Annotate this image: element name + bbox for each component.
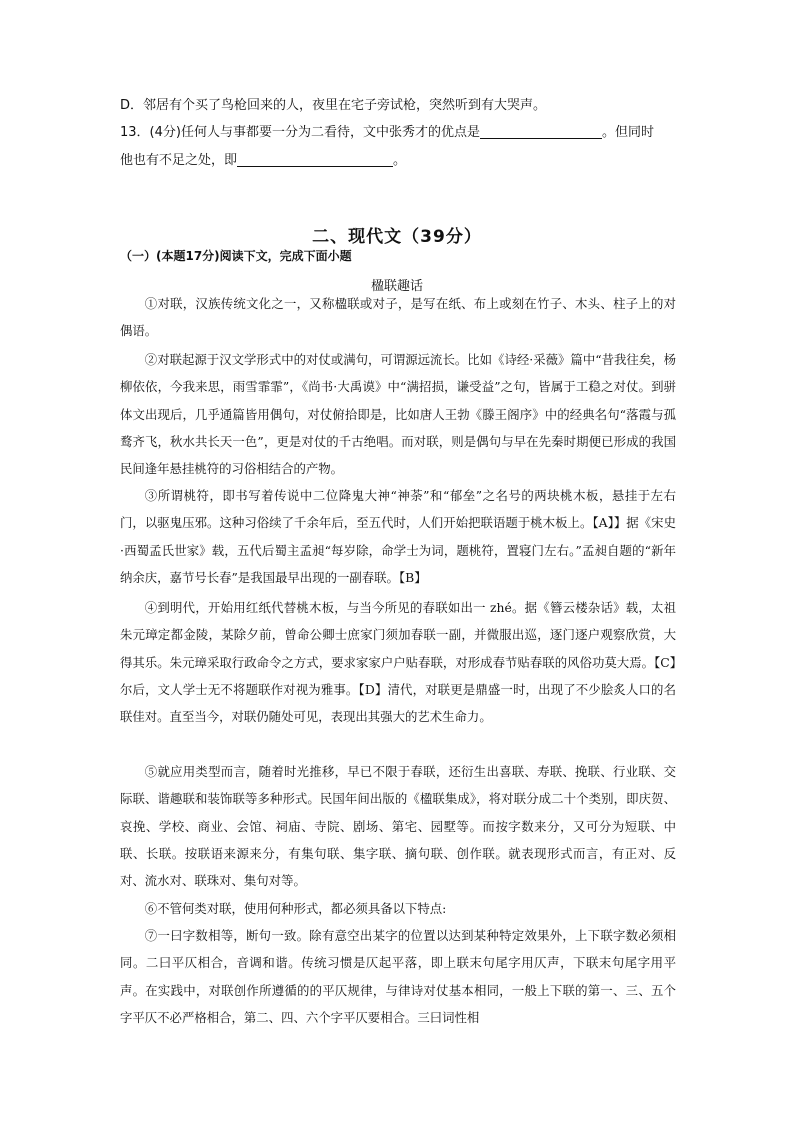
question-13-text: 13．(4分)任何人与事都要一分为二看待，文中张秀才的优点是 [120, 125, 480, 140]
question-13-text-2: 他也有不足之处，即 [120, 153, 238, 168]
section-title: 二、现代文（39分） [312, 227, 482, 247]
paragraph-6: ⑥不管何类对联，使用何种形式，都必须具备以下特点: [144, 901, 447, 916]
question-13-text-cont: 。但同时 [601, 125, 654, 140]
question-13-line2 [120, 152, 406, 170]
answer-blank-1[interactable] [480, 124, 602, 139]
option-d: D．邻居有个买了鸟枪回来的人，夜里在宅子旁试枪，突然听到有大哭声。 [120, 98, 547, 113]
paragraph-3: ③所谓桃符，即书写着传说中二位降鬼大神“神荼”和“郁垒”之名号的两块桃木板，悬挂于左右门，以驱鬼压邪。这种习俗续了千余年后，至五代时，人们开始把联语题于桃木板上。【A】】据《宋史·西蜀孟氏世家》载，五代后蜀主孟昶“每岁除，命学士为词，题桃符，置寝门左右。”孟昶自题的“新年纳余庆，嘉节号长春”是我国最早出现的一副春联。【B】 [120, 488, 676, 585]
paragraph-4: ④到明代，开始用红纸代替桃木板，与当今所见的春联如出一 zhé。据《簪云楼杂话》载，太祖朱元璋定都金陵，某除夕前，曾命公卿士庶家门须加春联一副，并微服出巡，逐门逐户观察欣赏，大得其乐。朱元璋采取行政命令之方式，要求家家户户贴春联，对形成春节贴春联的风俗功莫大焉。【C】尔后，文人学士无不将题联作对视为雅事。【D】清代，对联更是鼎盛一时，出现了不少脍炙人口的名联佳对。直至当今，对联仍随处可见，表现出其强大的艺术生命力。 [120, 600, 676, 725]
article-title: 楹联趣话 [370, 279, 423, 294]
paragraph-1: ①对联，汉族传统文化之一，又称楹联或对子，是写在纸、布上或刻在竹子、木头、柱子上的对偶语。 [120, 296, 676, 339]
question-13-line1 [120, 124, 654, 142]
answer-blank-2[interactable] [237, 152, 393, 167]
paragraph-2: ②对联起源于汉文学形式中的对仗或满句，可谓源远流长。比如《诗经·采薇》篇中“昔我往矣，杨柳依依，今我来思，雨雪霏霏”，《尚书·大禹谟》中“满招损，谦受益”之句，皆属于工稳之对仗。到骈体文出现后，几乎通篇皆用偶句，对仗俯拾即是，比如唐人王勃《滕王阁序》中的经典名句“落霞与孤鹜齐飞，秋水共长天一色”，更是对仗的千古绝唱。而对联，则是偶句与早在先秦时期便已形成的我国民间逢年悬挂桃符的习俗相结合的产物。 [120, 352, 676, 477]
sub-heading: （一）(本题17分)阅读下文，完成下面小题 [120, 249, 352, 263]
paragraph-5: ⑤就应用类型而言，随着时光推移，早已不限于春联，还衍生出喜联、寿联、挽联、行业联、交际联、谐趣联和装饰联等多种形式。民国年间出版的《楹联集成》，将对联分成二十个类别，即庆贺、哀挽、学校、商业、会馆、祠庙、寺院、剧场、第宅、园墅等。而按字数来分，又可分为短联、中联、长联。按联语来源来分，有集句联、集字联、摘句联、创作联。就表现形式而言，有正对、反对、流水对、联珠对、集句对等。 [120, 764, 676, 889]
paragraph-7: ⑦一曰字数相等，断句一致。除有意空出某字的位置以达到某种特定效果外，上下联字数必须相同。二曰平仄相合，音调和谐。传统习惯是仄起平落，即上联末句尾字用仄声，下联末句尾字用平声。在实践中，对联创作所遵循的的平仄规律，与律诗对仗基本相同，一般上下联的第一、三、五个字平仄不必严格相合，第二、四、六个字平仄要相合。三曰词性相 [120, 928, 676, 1025]
question-13-end: 。 [393, 153, 407, 168]
